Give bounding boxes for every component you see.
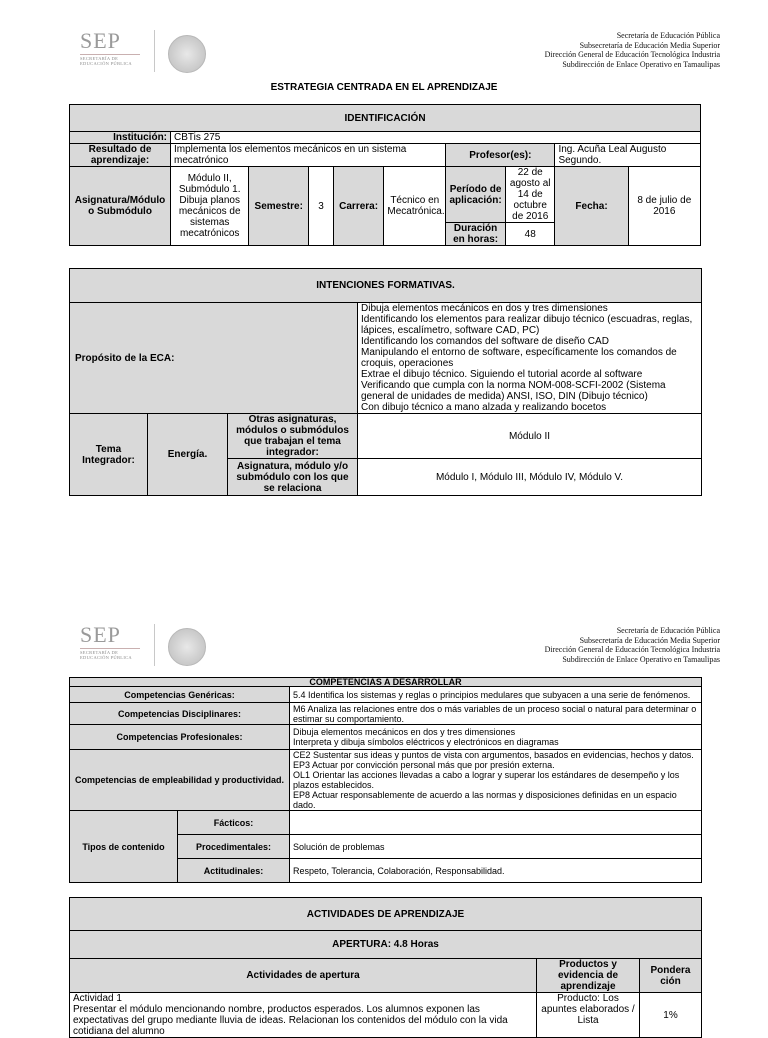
sep-logo-text: SEP (80, 28, 121, 53)
asignatura-label: Asignatura/Módulo o Submódulo (70, 167, 171, 246)
col-actividades-header: Actividades de apertura (70, 959, 537, 993)
producto-value: Producto: Los apuntes elaborados / Lista (537, 993, 640, 1038)
actividades-heading: ACTIVIDADES DE APRENDIZAJE (70, 898, 702, 931)
table-row (70, 993, 537, 1038)
actividad-title: Actividad 1 (73, 993, 122, 1004)
semestre-label: Semestre: (249, 167, 309, 246)
sep-logo-subtitle: EDUCACIÓN PÚBLICA (80, 61, 132, 66)
procedimentales-label: Procedimentales: (178, 835, 290, 859)
carrera-value: Técnico en Mecatrónica. (384, 167, 446, 246)
disciplinares-value: M6 Analiza las relaciones entre dos o más variables de un proceso social o natural para determinar o estimar su comportamiento. (290, 703, 702, 725)
resultado-label: Resultado de aprendizaje: (70, 144, 171, 167)
list-item: EP3 Actuar por convicción personal más que por presión externa. (293, 760, 555, 770)
tema-label: Tema Integrador: (70, 414, 148, 496)
genericas-value: 5.4 Identifica los sistemas y reglas o principios medulares que subyacen a una serie de fenómenos. (290, 687, 702, 703)
list-item: Extrae el dibujo técnico. Siguiendo el tutorial acorde al software (361, 369, 643, 380)
proposito-value (358, 303, 702, 414)
list-item: Interpreta y dibuja símbolos eléctricos y electrónicos en diagramas (293, 737, 559, 747)
fecha-label: Fecha: (555, 167, 628, 246)
tipos-label: Tipos de contenido (70, 811, 178, 883)
facticos-value (290, 811, 702, 835)
ponderacion-value: 1% (640, 993, 702, 1038)
list-item: Identificando los comandos del software de diseño CAD (361, 336, 609, 347)
semestre-value: 3 (309, 167, 334, 246)
institution-header: Secretaría de Educación Pública Subsecretaría de Educación Media Superior Dirección General de Educación Tecnológica Industria Subdirección de Enlace Operativo en Tamaulipas (544, 31, 720, 69)
identificacion-heading: IDENTIFICACIÓN (70, 105, 701, 132)
list-item: Dibuja elementos mecánicos en dos y tres dimensiones (361, 303, 608, 314)
sep-logo-subtitle: SECRETARÍA DE (80, 650, 119, 655)
list-item: Identificando los elementos para realizar dibujo técnico (escuadras, reglas, lápices, escalímetro, software CAD, PC) (361, 314, 693, 336)
tema-value: Energía. (148, 414, 228, 496)
apertura-heading: APERTURA: 4.8 Horas (70, 931, 702, 959)
list-item: Con dibujo técnico a mano alzada y realizando bocetos (361, 402, 607, 413)
otras-label: Otras asignaturas, módulos o submódulos que trabajan el tema integrador: (228, 414, 358, 459)
sep-logo-text: SEP (80, 622, 121, 647)
actitudinales-label: Actitudinales: (178, 859, 290, 883)
profesionales-label: Competencias Profesionales: (70, 725, 290, 750)
mexico-seal-icon (168, 628, 206, 666)
duracion-label: Duración en horas: (446, 223, 506, 246)
competencias-table (69, 677, 702, 883)
asignatura-value: Módulo II, Submódulo 1. Dibuja planos mecánicos de sistemas mecatrónicos (171, 167, 249, 246)
col-ponderacion-header: Pondera ción (640, 959, 702, 993)
periodo-value: 22 de agosto al 14 de octubre de 2016 (505, 167, 554, 223)
actividades-table (69, 897, 702, 1038)
profesor-label: Profesor(es): (446, 144, 555, 167)
mexico-seal-icon (168, 35, 206, 73)
relaciona-label: Asignatura, módulo y/o submódulo con los que se relaciona (228, 459, 358, 496)
competencias-heading: COMPETENCIAS A DESARROLLAR (70, 678, 702, 687)
list-item: EP8 Actuar responsablemente de acuerdo a las normas y disposiciones definidas en un espacio dado. (293, 790, 677, 810)
resultado-value: Implementa los elementos mecánicos en un sistema mecatrónico (171, 144, 446, 167)
empleabilidad-value (290, 750, 702, 811)
page-title: ESTRATEGIA CENTRADA EN EL APRENDIZAJE (270, 82, 498, 93)
sep-logo (80, 30, 146, 66)
carrera-label: Carrera: (333, 167, 384, 246)
periodo-label: Período de aplicación: (446, 167, 506, 223)
sep-logo (80, 624, 146, 660)
sep-logo-subtitle: EDUCACIÓN PÚBLICA (80, 655, 132, 660)
sep-logo-subtitle: SECRETARÍA DE (80, 56, 119, 61)
otras-value: Módulo II (358, 414, 702, 459)
intenciones-table (69, 268, 702, 496)
intenciones-heading: INTENCIONES FORMATIVAS. (70, 269, 702, 303)
empleabilidad-label: Competencias de empleabilidad y productividad. (70, 750, 290, 811)
col-productos-header: Productos y evidencia de aprendizaje (537, 959, 640, 993)
procedimentales-value: Solución de problemas (290, 835, 702, 859)
relaciona-value: Módulo I, Módulo III, Módulo IV, Módulo V. (358, 459, 702, 496)
list-item: OL1 Orientar las acciones llevadas a cabo a lograr y superar los estándares de desempeño y los plazos establecidos. (293, 770, 680, 790)
disciplinares-label: Competencias Disciplinares: (70, 703, 290, 725)
list-item: Dibuja elementos mecánicos en dos y tres dimensiones (293, 727, 516, 737)
institucion-value: CBTis 275 (171, 132, 701, 144)
profesionales-value (290, 725, 702, 750)
genericas-label: Competencias Genéricas: (70, 687, 290, 703)
duracion-value: 48 (505, 223, 554, 246)
institution-header: Secretaría de Educación Pública Subsecretaría de Educación Media Superior Dirección General de Educación Tecnológica Industria Subdirección de Enlace Operativo en Tamaulipas (544, 626, 720, 664)
institucion-label: Institución: (70, 132, 171, 144)
list-item: Verificando que cumpla con la norma NOM-008-SCFI-2002 (Sistema general de unidades de medida) ANSI, ISO, DIN (Dibujo técnico) (361, 380, 666, 402)
proposito-label: Propósito de la ECA: (70, 303, 358, 414)
fecha-value: 8 de julio de 2016 (628, 167, 700, 246)
actitudinales-value: Respeto, Tolerancia, Colaboración, Responsabilidad. (290, 859, 702, 883)
identificacion-table (69, 104, 701, 246)
list-item: CE2 Sustentar sus ideas y puntos de vista con argumentos, basados en evidencias, hechos y datos. (293, 750, 694, 760)
profesor-value: Ing. Acuña Leal Augusto Segundo. (555, 144, 701, 167)
facticos-label: Fácticos: (178, 811, 290, 835)
list-item: Manipulando el entorno de software, específicamente los comandos de croquis, operaciones (361, 347, 677, 369)
actividad-text: Presentar el módulo mencionando nombre, productos esperados. Los alumnos exponen las expectativas del grupo mediante lluvia de ideas. Relacionan los contenidos del módulo con la vida cotidiana del alumno (73, 1004, 508, 1037)
